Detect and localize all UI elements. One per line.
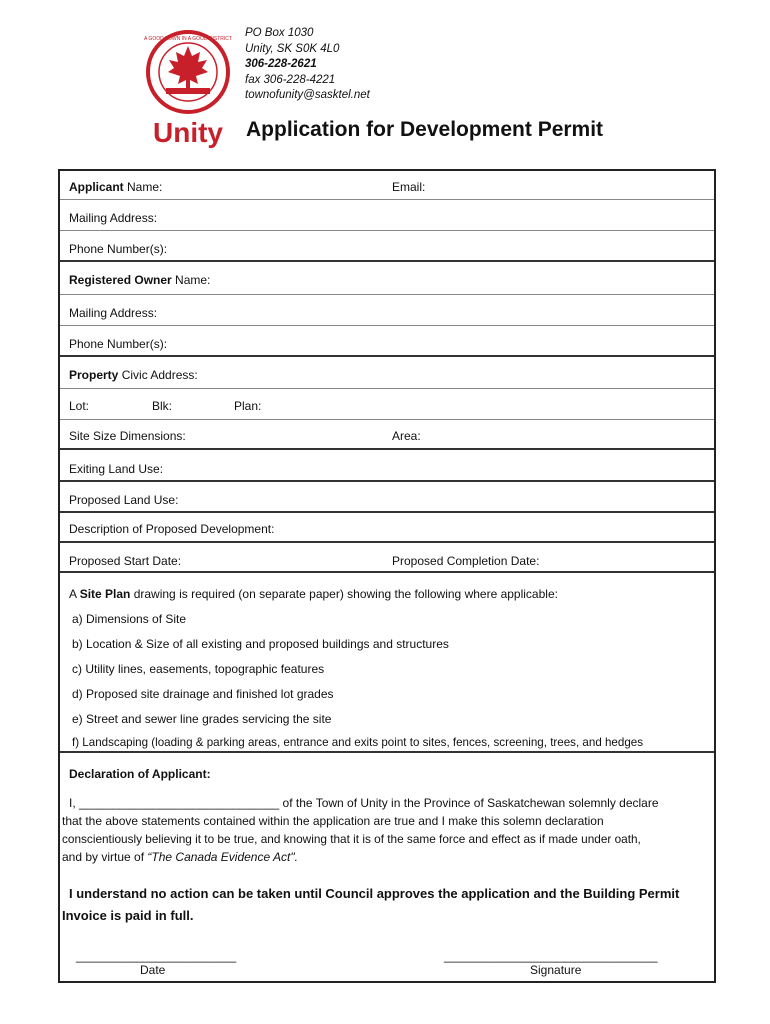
fax-line: fax 306-228-4221: [245, 73, 336, 86]
applicant-name-row[interactable]: [60, 171, 714, 200]
site-plan-item: b) Location & Size of all existing and proposed buildings and structures: [72, 637, 449, 651]
phone-line: 306-228-2621: [245, 58, 317, 70]
proposed-use-row[interactable]: [60, 482, 714, 513]
applicant-mailing-row[interactable]: [60, 199, 714, 231]
property-civic-field: Property Civic Address:: [69, 368, 198, 382]
declaration-line: that the above statements contained within the application are true and I make this solemn declaration: [62, 814, 604, 828]
owner-name-row[interactable]: [60, 262, 714, 295]
svg-text:A GOOD TOWN IN A GOOD DISTRICT: A GOOD TOWN IN A GOOD DISTRICT: [144, 36, 232, 42]
owner-name-field: Registered Owner Name:: [69, 273, 211, 287]
town-address: [245, 26, 370, 104]
date-line[interactable]: ________________________: [76, 949, 237, 963]
existing-use-row[interactable]: [60, 450, 714, 482]
signature-line[interactable]: ________________________________: [444, 949, 658, 963]
declaration-line: conscientiously believing it to be true, and knowing that it is of the same force and effect as if made under oath,: [62, 832, 641, 846]
area-label: Area:: [392, 429, 421, 443]
property-civic-row[interactable]: [60, 357, 714, 389]
page-title: Application for Development Permit: [246, 118, 604, 141]
plan-label: Plan:: [234, 399, 262, 413]
owner-phone-row[interactable]: [60, 325, 714, 357]
town-logo: [140, 28, 236, 148]
dates-row[interactable]: [60, 543, 714, 573]
site-plan-item: c) Utility lines, easements, topographic features: [72, 662, 325, 676]
description-row[interactable]: [60, 513, 714, 543]
site-plan-item: e) Street and sewer line grades servicing the site: [72, 712, 332, 726]
applicant-name-field: Applicant Name:: [69, 180, 163, 194]
declaration-heading: Declaration of Applicant:: [69, 767, 211, 781]
site-plan-intro: A Site Plan drawing is required (on separate paper) showing the following where applicable:: [69, 587, 558, 601]
proposed-use-label: Proposed Land Use:: [69, 493, 179, 507]
lot-label: Lot:: [69, 399, 90, 413]
understanding-statement: I understand no action can be taken until Council approves the application and the Building Permit: [69, 886, 680, 901]
description-label: Description of Proposed Development:: [69, 522, 275, 536]
declaration-line: and by virtue of “The Canada Evidence Act".: [62, 850, 298, 864]
signature-label: Signature: [530, 963, 582, 977]
applicant-phone-row[interactable]: [60, 230, 714, 262]
applicant-email-field: Email:: [392, 180, 426, 194]
email-line: townofunity@sasktel.net: [245, 89, 370, 101]
owner-phone-label: Phone Number(s):: [69, 337, 168, 351]
property-lot-row[interactable]: [60, 388, 714, 420]
applicant-mailing-label: Mailing Address:: [69, 211, 158, 225]
existing-use-label: Exiting Land Use:: [69, 462, 164, 476]
site-plan-section: [60, 573, 714, 753]
owner-mailing-label: Mailing Address:: [69, 306, 158, 320]
site-size-label: Site Size Dimensions:: [69, 429, 186, 443]
svg-text:Unity: Unity: [153, 117, 223, 148]
property-size-row[interactable]: [60, 419, 714, 450]
completion-date-label: Proposed Completion Date:: [392, 554, 540, 568]
understanding-statement-cont: Invoice is paid in full.: [62, 908, 194, 923]
owner-mailing-row[interactable]: [60, 294, 714, 326]
site-plan-item: a) Dimensions of Site: [72, 612, 187, 626]
city-line: Unity, SK S0K 4L0: [245, 42, 340, 55]
site-plan-item: f) Landscaping (loading & parking areas, entrance and exits point to sites, fences, screening, trees, and hedges: [72, 736, 644, 749]
declaration-line[interactable]: I, ______________________________ of the Town of Unity in the Province of Saskatchewan solemnly declare: [69, 796, 659, 810]
site-plan-item: d) Proposed site drainage and finished lot grades: [72, 687, 334, 701]
date-label: Date: [140, 963, 166, 977]
applicant-phone-label: Phone Number(s):: [69, 242, 168, 256]
application-form: [58, 169, 716, 983]
po-box: PO Box 1030: [245, 27, 314, 39]
start-date-label: Proposed Start Date:: [69, 554, 182, 568]
blk-label: Blk:: [152, 399, 173, 413]
